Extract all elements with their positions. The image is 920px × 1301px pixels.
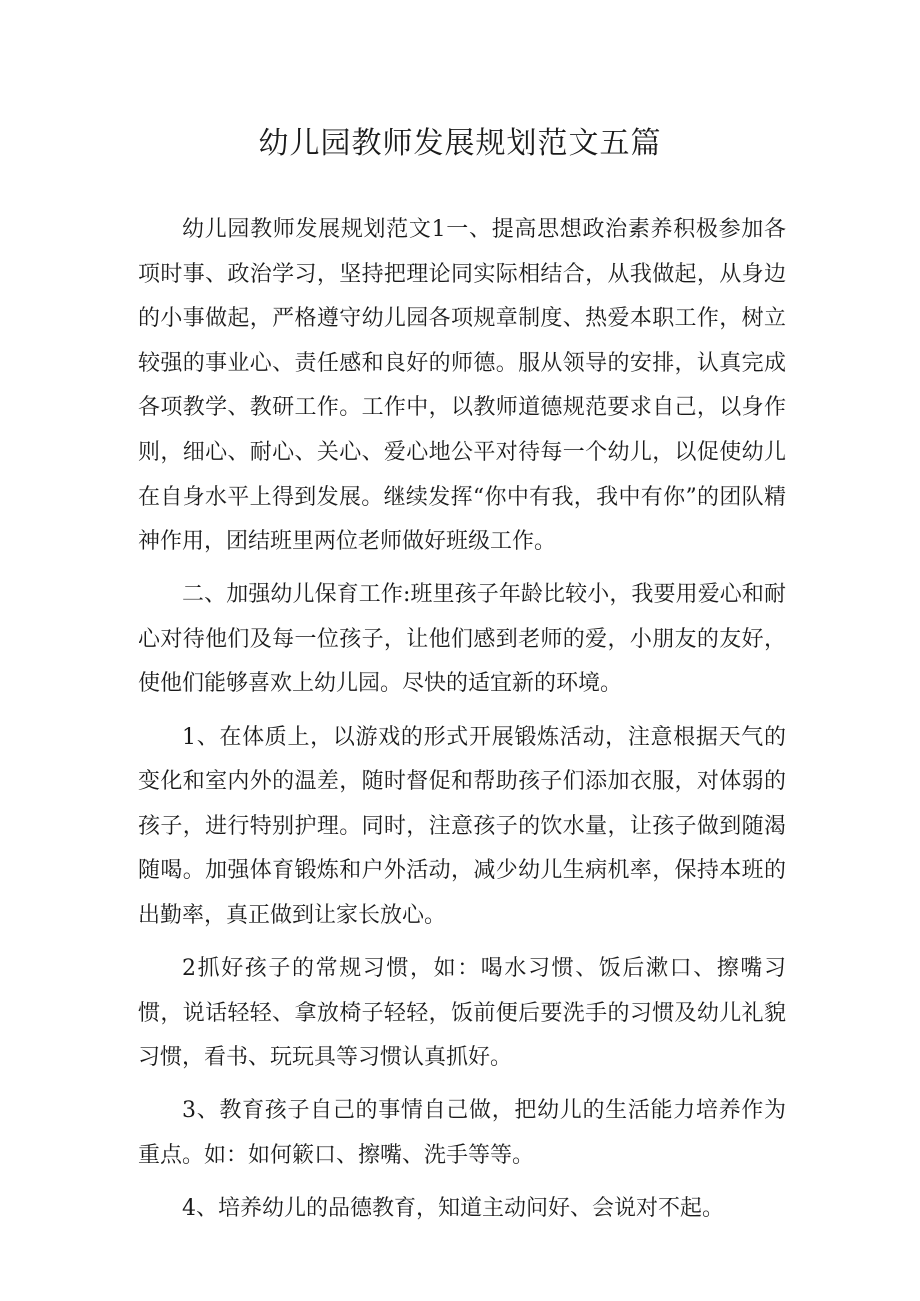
- paragraph-5: 3、教育孩子自己的事情自己做，把幼儿的生活能力培养作为重点。如：如何簌口、擦嘴、洗手等等。: [138, 1098, 786, 1168]
- paragraph-3: 1、在体质上，以游戏的形式开展锻炼活动，注意根据天气的变化和室内外的温差，随时督促和帮助孩子们添加衣服，对体弱的孩子，进行特别护理。同时，注意孩子的饮水量，让孩子做到随渴随喝。加强体育锻炼和户外活动，减少幼儿生病机率，保持本班的出勤率，真正做到让家长放心。: [138, 724, 786, 928]
- paragraph-6: 4、培养幼儿的品德教育，知道主动问好、会说对不起。: [182, 1195, 724, 1221]
- paragraph-1: 幼儿园教师发展规划范文1一、提高思想政治素养积极参加各项时事、政治学习，坚持把理论同实际相结合，从我做起，从身边的小事做起，严格遵守幼儿园各项规章制度、热爱本职工作，树立较强的事业心、责任感和良好的师德。服从领导的安排，认真完成各项教学、教研工作。工作中，以教师道德规范要求自己，以身作则，细心、耐心、关心、爱心地公平对待每一个幼儿，以促使幼儿在自身水平上得到发展。继续发挥“你中有我，我中有你”的团队精神作用，团结班里两位老师做好班级工作。: [138, 217, 786, 555]
- paragraph-4: 2抓好孩子的常规习惯，如：喝水习惯、饭后漱口、擦嘴习惯，说话轻轻、拿放椅子轻轻，饭前便后要洗手的习惯及幼儿礼貌习惯，看书、玩玩具等习惯认真抓好。: [138, 956, 786, 1071]
- paragraph-2: 二、加强幼儿保育工作:班里孩子年龄比较小，我要用爱心和耐心对待他们及每一位孩子，让他们感到老师的爱，小朋友的友好，使他们能够喜欢上幼儿园。尽快的适宜新的环境。: [138, 582, 786, 697]
- document-title: 幼儿园教师发展规划范文五篇: [258, 126, 662, 161]
- document-body: [138, 208, 786, 1240]
